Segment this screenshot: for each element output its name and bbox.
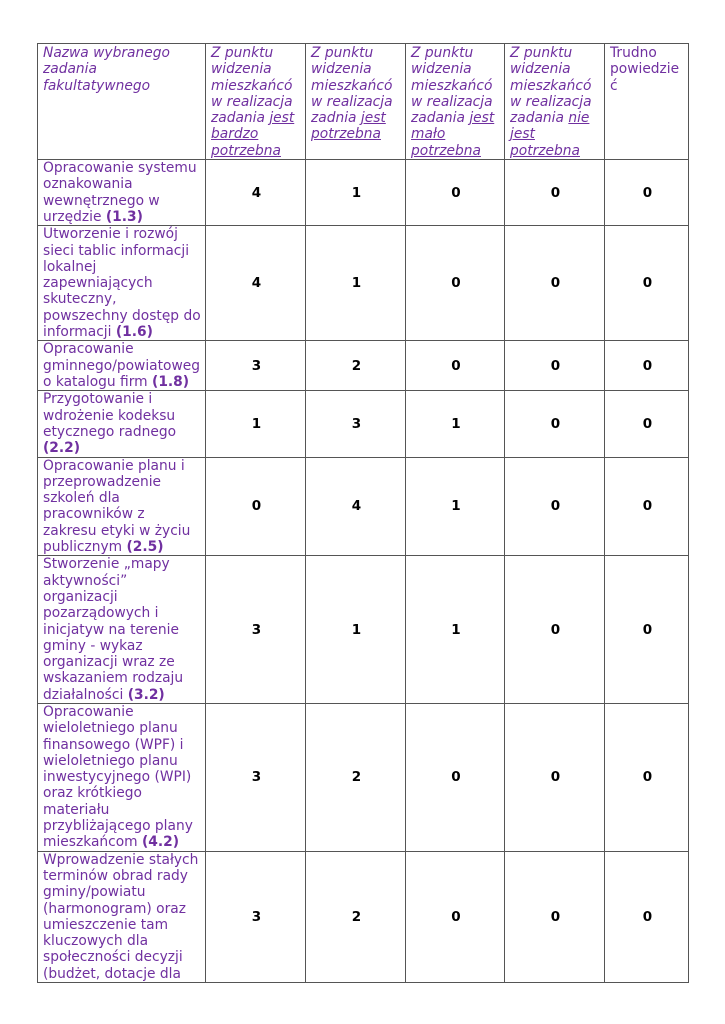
header-needed-text: Z punktu widzenia mieszkańcó w realizacja zadnia bbox=[311, 45, 393, 127]
task-name-cell bbox=[38, 341, 206, 391]
value-needed: 2 bbox=[306, 703, 406, 851]
value-needed: 1 bbox=[306, 226, 406, 341]
value-very-needed: 4 bbox=[206, 160, 306, 226]
task-name: Wprowadzenie stałych terminów obrad rady gminy/powiatu (harmonogram) oraz umieszczenie tam kluczowych dla społeczności decyzji (budżet, dotacje dla bbox=[43, 851, 199, 982]
value-hard-to-say: 0 bbox=[605, 341, 689, 391]
value-not-needed: 0 bbox=[505, 341, 605, 391]
value-very-needed: 3 bbox=[206, 556, 306, 704]
task-name-cell bbox=[38, 457, 206, 556]
header-little-needed-text: Z punktu widzenia mieszkańcó w realizacja zadania bbox=[411, 45, 493, 127]
header-very-needed-text: Z punktu widzenia mieszkańcó w realizacja zadania bbox=[211, 45, 293, 127]
value-little-needed: 1 bbox=[406, 391, 505, 457]
task-code: (1.8) bbox=[152, 373, 190, 390]
value-needed: 1 bbox=[306, 160, 406, 226]
value-needed: 4 bbox=[306, 457, 406, 556]
header-very-needed-emphasis: jest bardzo potrzebna bbox=[211, 110, 295, 159]
value-little-needed: 0 bbox=[406, 703, 505, 851]
value-very-needed: 4 bbox=[206, 226, 306, 341]
header-needed-emphasis: jest potrzebna bbox=[311, 110, 386, 143]
value-needed: 2 bbox=[306, 341, 406, 391]
value-needed: 2 bbox=[306, 851, 406, 982]
header-needed bbox=[306, 44, 406, 160]
task-name: Utworzenie i rozwój sieci tablic informacji lokalnej zapewniających skuteczny, powszechny dostęp do informacji bbox=[43, 226, 201, 341]
task-name: Opracowanie wieloletniego planu finansowego (WPF) i wieloletniego planu inwestycyjnego (WPI) oraz krótkiego materiału przybliżającego plany mieszkańcom bbox=[43, 703, 193, 851]
value-little-needed: 0 bbox=[406, 226, 505, 341]
task-code: (1.3) bbox=[105, 208, 143, 225]
task-name-cell bbox=[38, 851, 206, 982]
value-very-needed: 3 bbox=[206, 703, 306, 851]
task-code: (4.2) bbox=[142, 834, 180, 851]
value-needed: 1 bbox=[306, 556, 406, 704]
value-not-needed: 0 bbox=[505, 226, 605, 341]
value-little-needed: 1 bbox=[406, 457, 505, 556]
task-name-cell bbox=[38, 556, 206, 704]
value-hard-to-say: 0 bbox=[605, 556, 689, 704]
header-row bbox=[38, 44, 689, 160]
table-row bbox=[38, 160, 689, 226]
header-little-needed-emphasis: jest mało potrzebna bbox=[411, 110, 495, 159]
task-name: Opracowanie systemu oznakowania wewnętrznego w urzędzie bbox=[43, 160, 197, 225]
value-hard-to-say: 0 bbox=[605, 226, 689, 341]
header-task-name: Nazwa wybranego zadania fakultatywnego bbox=[38, 44, 206, 160]
table-row bbox=[38, 556, 689, 704]
value-hard-to-say: 0 bbox=[605, 703, 689, 851]
value-not-needed: 0 bbox=[505, 703, 605, 851]
header-not-needed-emphasis: nie jest potrzebna bbox=[510, 110, 590, 159]
value-not-needed: 0 bbox=[505, 851, 605, 982]
value-little-needed: 0 bbox=[406, 341, 505, 391]
table-row bbox=[38, 341, 689, 391]
task-code: (1.6) bbox=[115, 324, 153, 341]
task-name-cell bbox=[38, 703, 206, 851]
task-name-cell bbox=[38, 391, 206, 457]
value-hard-to-say: 0 bbox=[605, 160, 689, 226]
value-little-needed: 0 bbox=[406, 851, 505, 982]
header-very-needed bbox=[206, 44, 306, 160]
survey-results-table bbox=[37, 43, 689, 983]
task-name-cell bbox=[38, 160, 206, 226]
table-row bbox=[38, 457, 689, 556]
value-very-needed: 3 bbox=[206, 341, 306, 391]
header-little-needed bbox=[406, 44, 505, 160]
value-hard-to-say: 0 bbox=[605, 391, 689, 457]
value-very-needed: 1 bbox=[206, 391, 306, 457]
table-row bbox=[38, 391, 689, 457]
task-name: Stworzenie „mapy aktywności” organizacji pozarządowych i inicjatyw na terenie gminy - wykaz organizacji wraz ze wskazaniem rodzaju działalności bbox=[43, 556, 184, 703]
value-needed: 3 bbox=[306, 391, 406, 457]
task-name: Przygotowanie i wdrożenie kodeksu etycznego radnego bbox=[43, 391, 177, 440]
value-little-needed: 0 bbox=[406, 160, 505, 226]
task-code: (2.5) bbox=[126, 539, 164, 556]
value-very-needed: 0 bbox=[206, 457, 306, 556]
value-not-needed: 0 bbox=[505, 160, 605, 226]
header-not-needed-text: Z punktu widzenia mieszkańcó w realizacja zadania bbox=[510, 45, 592, 127]
value-hard-to-say: 0 bbox=[605, 851, 689, 982]
value-not-needed: 0 bbox=[505, 391, 605, 457]
value-hard-to-say: 0 bbox=[605, 457, 689, 556]
value-very-needed: 3 bbox=[206, 851, 306, 982]
value-not-needed: 0 bbox=[505, 556, 605, 704]
task-code: (3.2) bbox=[127, 686, 165, 703]
table-row bbox=[38, 226, 689, 341]
task-name: Opracowanie planu i przeprowadzenie szkoleń dla pracowników z zakresu etyki w życiu publicznym bbox=[43, 457, 191, 556]
task-name: Opracowanie gminnego/powiatoweg o katalogu firm bbox=[43, 341, 201, 390]
value-not-needed: 0 bbox=[505, 457, 605, 556]
table-row bbox=[38, 703, 689, 851]
task-name-cell bbox=[38, 226, 206, 341]
header-hard-to-say: Trudno powiedzie ć bbox=[605, 44, 689, 160]
value-little-needed: 1 bbox=[406, 556, 505, 704]
header-not-needed bbox=[505, 44, 605, 160]
table-row bbox=[38, 851, 689, 982]
task-code: (2.2) bbox=[43, 440, 81, 457]
